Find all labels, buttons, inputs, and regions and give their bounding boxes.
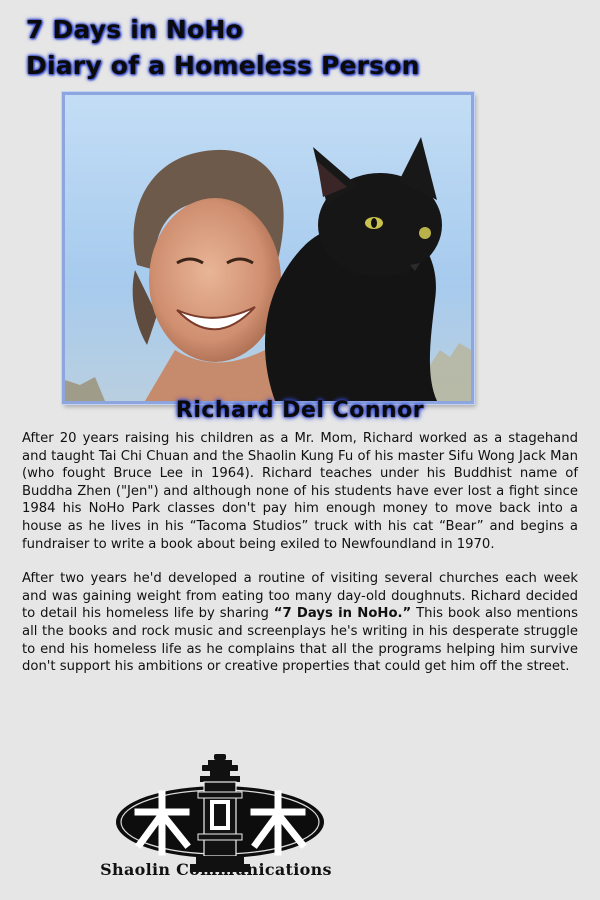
paragraph-2	[22, 570, 578, 676]
logo-caption: Shaolin Communications	[100, 860, 332, 879]
book-title-emphasis: “7 Days in NoHo.”	[273, 606, 412, 622]
portrait-illustration	[65, 95, 471, 401]
paragraph-2-intro: After two years he'd developed a routine of visiting several churches each week and was gaining weight from eating too many day-old doughnuts. Richard decided to detail his homeless life by sharing	[22, 571, 578, 622]
title-line-1: 7 Days in NoHo	[26, 15, 243, 44]
biography-text	[22, 430, 578, 693]
page-title	[26, 12, 420, 84]
paragraph-2-rest: This book also mentions all the books and rock music and screenplays he's writing in his desperate struggle to end his homeless life as he complains that all the programs helping him survive don't support his ambitions or creative properties that could get him off the street.	[22, 606, 579, 675]
paragraph-1: After 20 years raising his children as a Mr. Mom, Richard worked as a stagehand and taught Tai Chi Chuan and the Shaolin Kung Fu of his master Sifu Wong Jack Man (who fought Bruce Lee in 1964). Richard teaches under his Buddhist name of Buddha Zhen ("Jen") and although none of his students have ever lost a fight since 1984 his NoHo Park classes don't pay him enough money to move back into a house as he lives in his “Tacoma Studios” truck with his cat “Bear” and begins a fundraiser to write a book about being exiled to Newfoundland in 1970.	[22, 431, 578, 552]
subject-name: Richard Del Connor	[175, 398, 425, 423]
portrait-photo	[62, 92, 474, 404]
title-line-2: Diary of a Homeless Person	[26, 51, 420, 80]
